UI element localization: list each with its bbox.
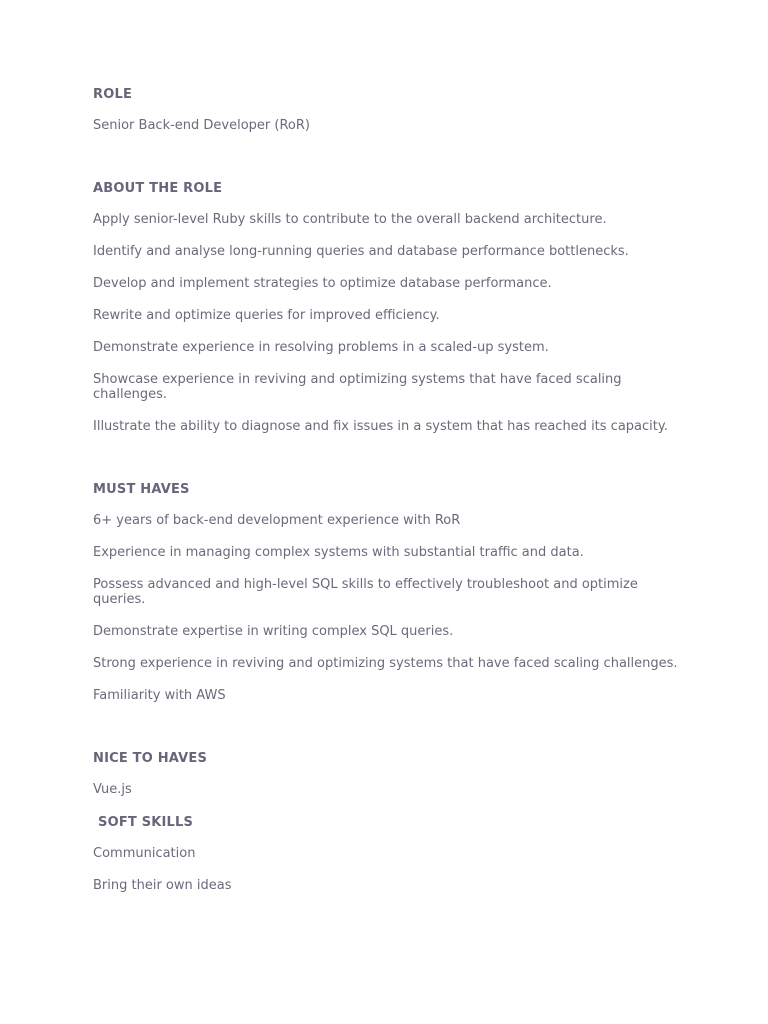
about-item: Develop and implement strategies to optimize database performance. (93, 276, 552, 291)
must-have-item: Familiarity with AWS (93, 688, 226, 703)
about-item: Showcase experience in reviving and optimizing systems that have faced scaling challenges. (93, 372, 622, 402)
soft-skills-section (93, 814, 683, 893)
about-item: Demonstrate experience in resolving problems in a scaled-up system. (93, 340, 549, 355)
must-have-item: 6+ years of back-end development experience with RoR (93, 513, 461, 528)
about-item: Illustrate the ability to diagnose and fix issues in a system that has reached its capacity. (93, 419, 668, 434)
must-have-item: Experience in managing complex systems with substantial traffic and data. (93, 545, 584, 560)
must-have-item: Strong experience in reviving and optimizing systems that have faced scaling challenges. (93, 656, 678, 671)
must-haves-section (93, 481, 683, 703)
about-heading: ABOUT THE ROLE (93, 181, 223, 196)
section-spacer (93, 720, 683, 750)
must-have-item: Possess advanced and high-level SQL skills to effectively troubleshoot and optimize queries. (93, 577, 638, 607)
must-have-item: Demonstrate expertise in writing complex SQL queries. (93, 624, 454, 639)
role-heading: ROLE (93, 87, 133, 102)
about-item: Identify and analyse long-running queries and database performance bottlenecks. (93, 244, 629, 259)
about-section (93, 180, 683, 434)
soft-skill-item: Communication (93, 846, 196, 861)
must-haves-heading: MUST HAVES (93, 482, 190, 497)
nice-to-haves-section (93, 750, 683, 797)
about-item: Apply senior-level Ruby skills to contribute to the overall backend architecture. (93, 212, 607, 227)
role-section (93, 86, 683, 133)
soft-skills-heading: SOFT SKILLS (98, 815, 194, 830)
job-description (93, 86, 683, 910)
section-spacer (93, 150, 683, 180)
nice-to-haves-heading: NICE TO HAVES (93, 751, 208, 766)
role-title: Senior Back-end Developer (RoR) (93, 118, 310, 133)
nice-to-have-item: Vue.js (93, 782, 132, 797)
soft-skill-item: Bring their own ideas (93, 878, 232, 893)
about-item: Rewrite and optimize queries for improved efficiency. (93, 308, 440, 323)
section-spacer (93, 451, 683, 481)
